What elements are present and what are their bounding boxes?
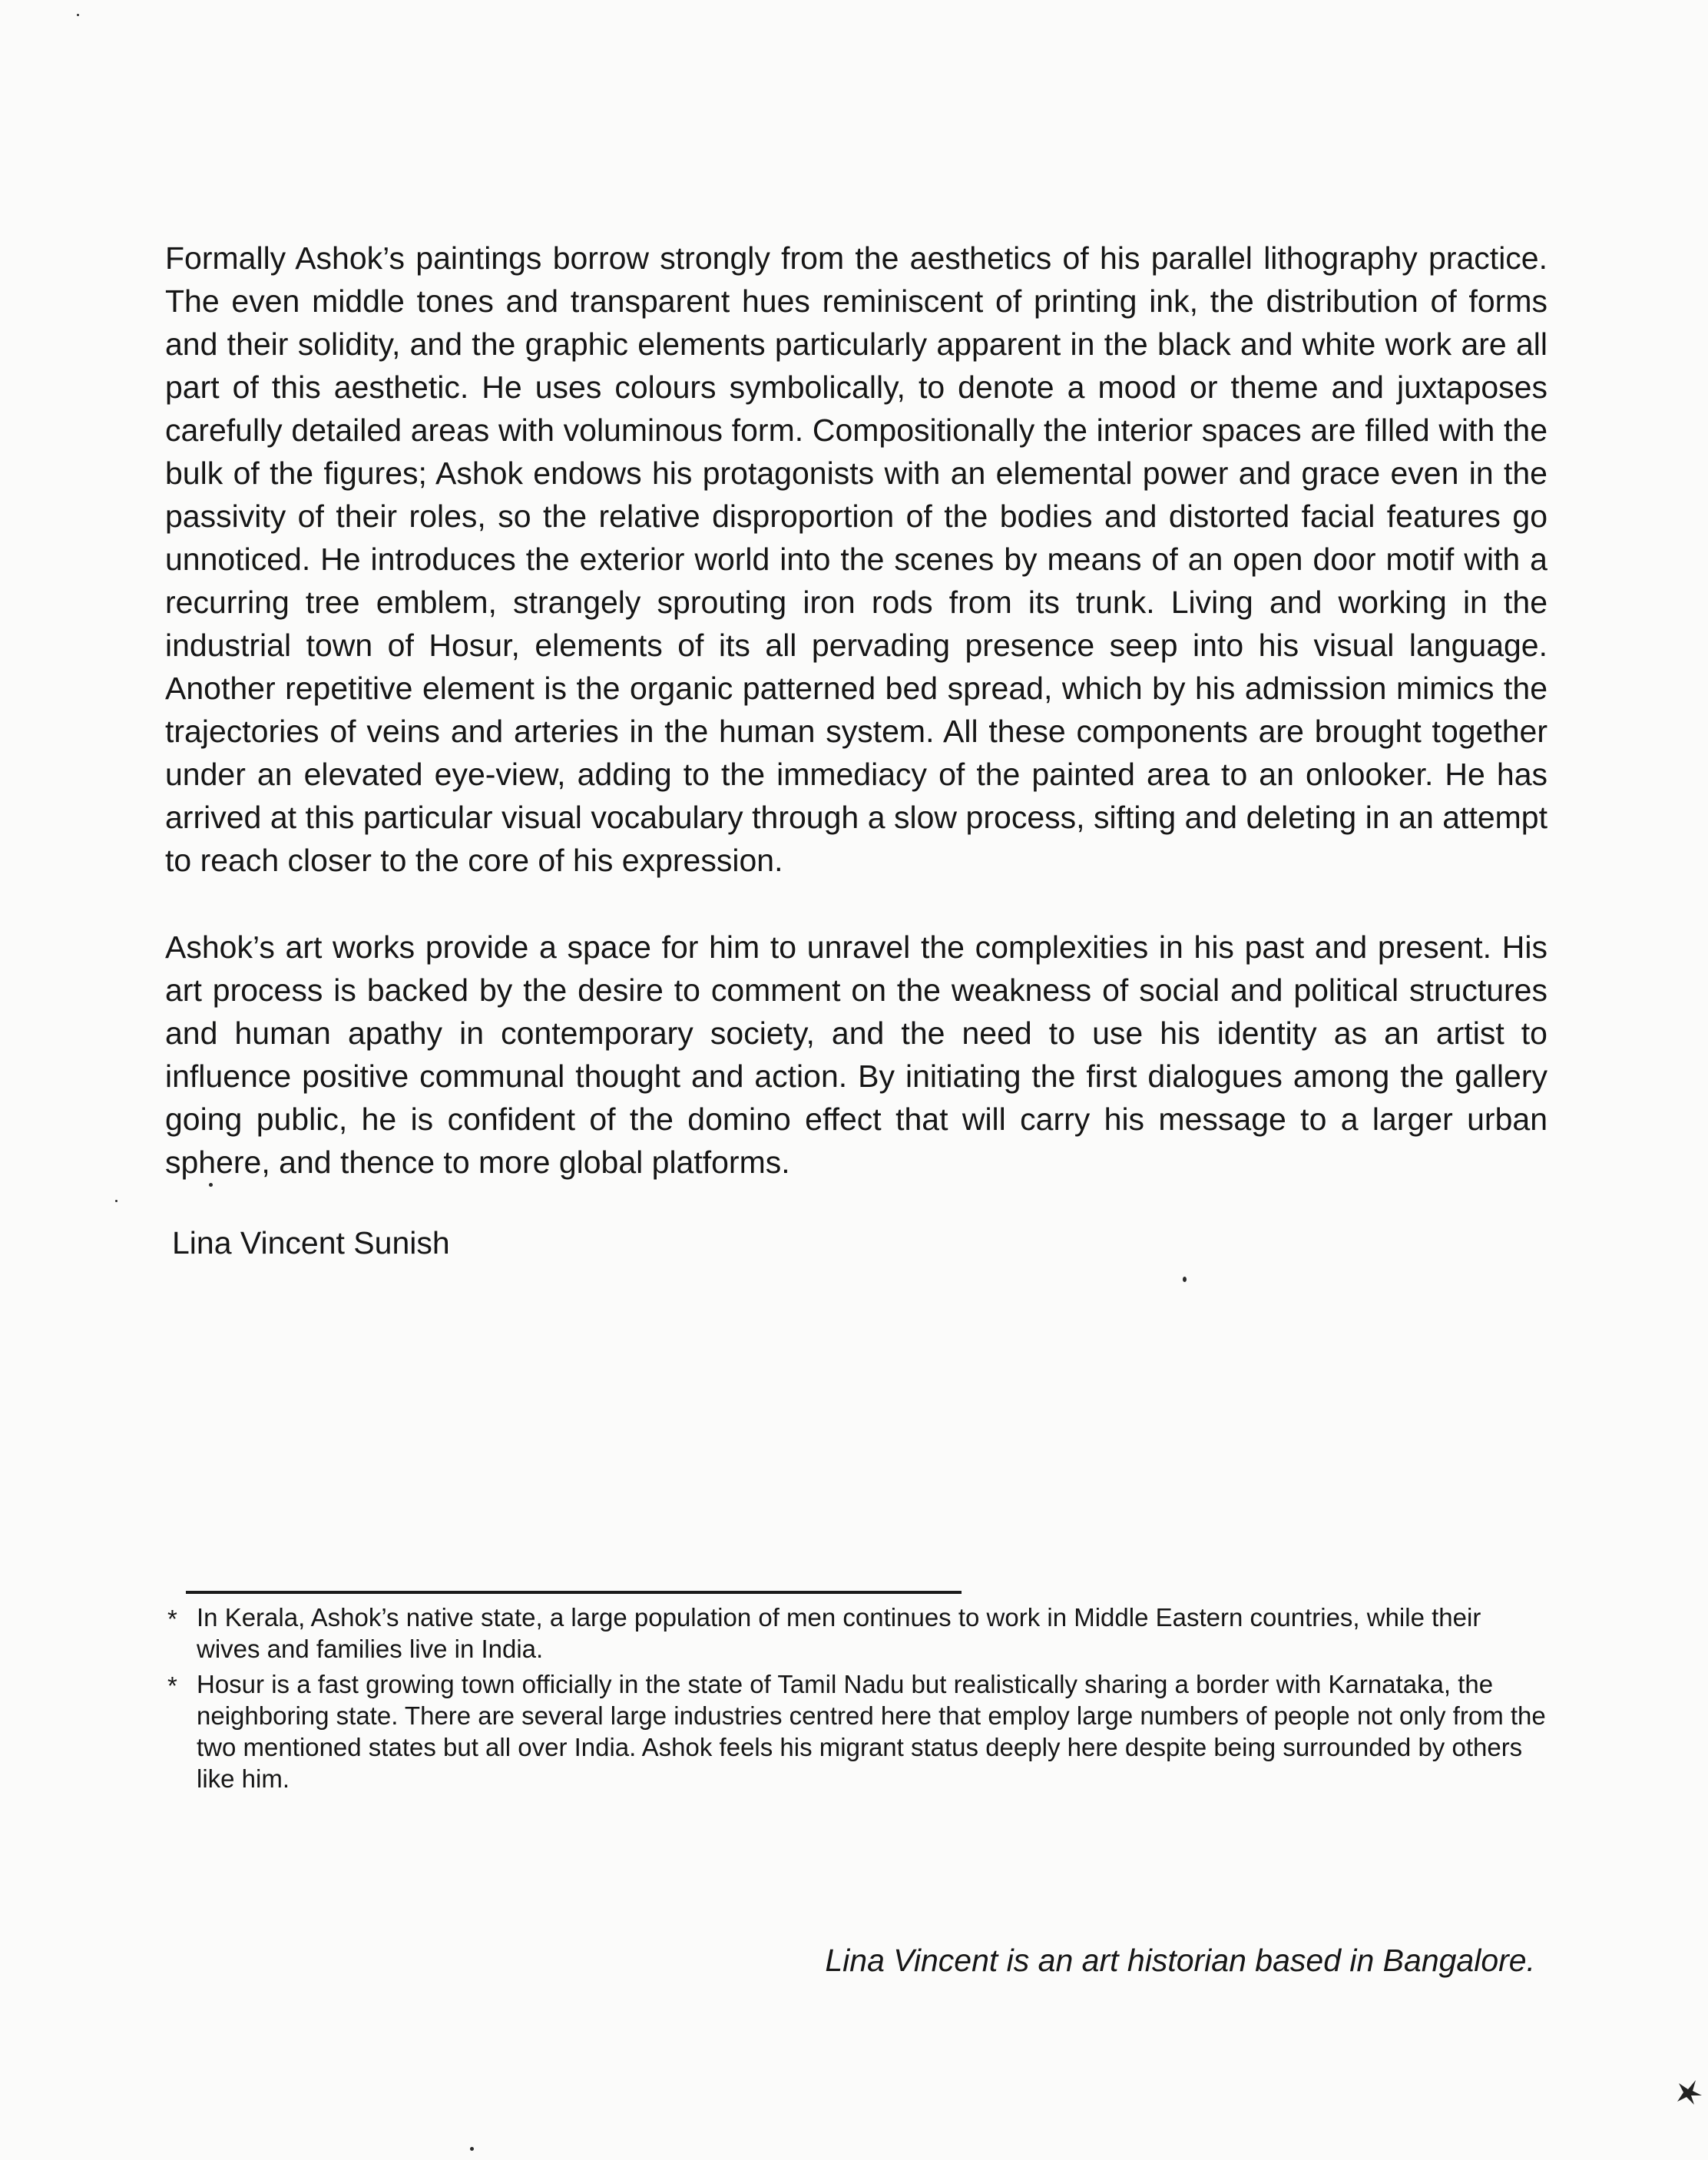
footnote-marker: * [167, 1671, 177, 1700]
scan-speck [470, 2147, 474, 2151]
footnote-2 [167, 1668, 1550, 1794]
ink-blot-icon [1673, 2076, 1703, 2106]
author-signature: Lina Vincent Sunish [172, 1225, 450, 1261]
scan-speck [1183, 1277, 1187, 1282]
scan-speck [209, 1183, 213, 1187]
footnote-text: In Kerala, Ashok’s native state, a large population of men continues to work in Middle Eastern countries, while their wives and families live in India. [197, 1603, 1481, 1663]
footnote-divider [186, 1591, 962, 1594]
footnote-marker: * [167, 1605, 177, 1633]
footnote-text: Hosur is a fast growing town officially in the state of Tamil Nadu but realistically sharing a border with Karnataka, the neighboring state. There are several large industries centred here that employ large numbers of people not only from the two mentioned states but all over India. Ashok feels his migrant status deeply here despite being surrounded by others like him. [197, 1670, 1546, 1793]
body-paragraph-2: Ashok’s art works provide a space for him to unravel the complexities in his past and present. His art process is backed by the desire to comment on the weakness of social and political structures and human apathy in contemporary society, and the need to use his identity as an artist to influence positive communal thought and action. By initiating the first dialogues among the gallery going public, he is confident of the domino effect that will carry his message to a larger urban sphere, and thence to more global platforms. [165, 929, 1547, 1180]
scan-speck [77, 14, 79, 16]
author-note: Lina Vincent is an art historian based in Bangalore. [825, 1943, 1535, 1978]
scan-speck [115, 1200, 118, 1202]
footnote-1 [167, 1602, 1550, 1665]
body-paragraph-1: Formally Ashok’s paintings borrow strongly from the aesthetics of his parallel lithography practice. The even middle tones and transparent hues reminiscent of printing ink, the distribution of forms and their solidity, and the graphic elements particularly apparent in the black and white work are all part of this aesthetic. He uses colours symbolically, to denote a mood or theme and juxtaposes carefully detailed areas with voluminous form. Compositionally the interior spaces are filled with the bulk of the figures; Ashok endows his protagonists with an elemental power and grace even in the passivity of their roles, so the relative disproportion of the bodies and distorted facial features go unnoticed. He introduces the exterior world into the scenes by means of an open door motif with a recurring tree emblem, strangely sprouting iron rods from its trunk. Living and working in the industrial town of Hosur, elements of its all pervading presence seep into his visual language. Another repetitive element is the organic patterned bed spread, which by his admission mimics the trajectories of veins and arteries in the human system. All these components are brought together under an elevated eye-view, adding to the immediacy of the painted area to an onlooker. He has arrived at this particular visual vocabulary through a slow process, sifting and deleting in an attempt to reach closer to the core of his expression. [165, 240, 1547, 878]
